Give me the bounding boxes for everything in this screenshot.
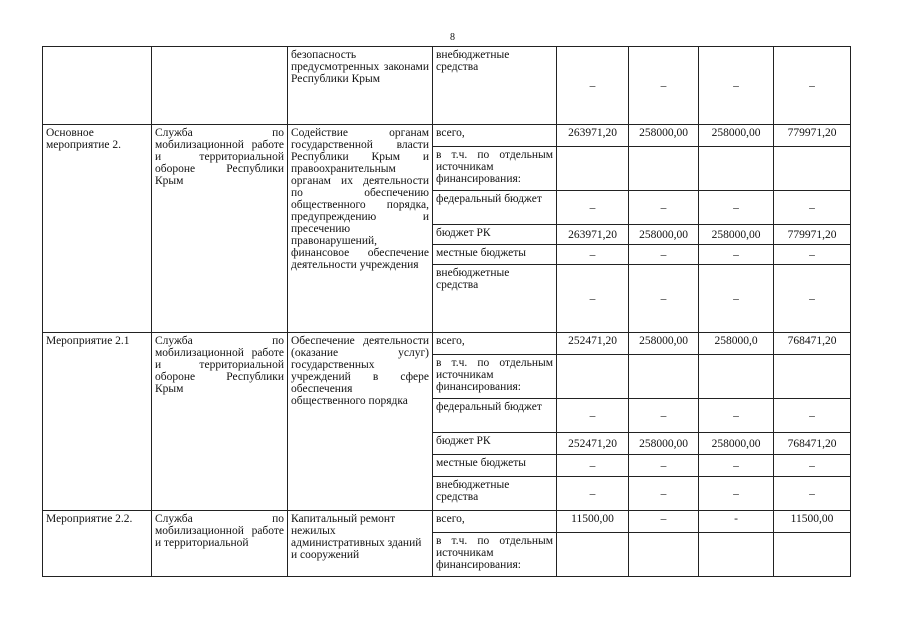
- value-cell: 11500,00: [557, 511, 629, 533]
- value-cell: [629, 533, 699, 577]
- value-cell: –: [774, 245, 851, 265]
- value-cell: [699, 355, 774, 399]
- value-cell: –: [557, 455, 629, 477]
- funding-source-cell: внебюджетные средства: [433, 47, 557, 125]
- value-cell: [557, 355, 629, 399]
- value-cell: 768471,20: [774, 433, 851, 455]
- value-cell: –: [774, 191, 851, 225]
- value-cell: [557, 147, 629, 191]
- value-cell: [774, 355, 851, 399]
- table-row: [43, 333, 851, 355]
- executor-cell: Служба по мобилизационной работе и территориальной обороне Республики Крым: [152, 333, 288, 511]
- funding-source-cell: внебюджетные средства: [433, 477, 557, 511]
- funding-source-cell: бюджет РК: [433, 225, 557, 245]
- value-cell: 258000,00: [629, 225, 699, 245]
- value-cell: –: [774, 477, 851, 511]
- value-cell: [774, 147, 851, 191]
- table-row: [43, 47, 851, 125]
- funding-source-cell: бюджет РК: [433, 433, 557, 455]
- value-cell: –: [774, 265, 851, 333]
- value-cell: –: [774, 399, 851, 433]
- table-row: [43, 125, 851, 147]
- page-number: 8: [450, 32, 455, 43]
- value-cell: –: [629, 455, 699, 477]
- budget-table: [42, 46, 851, 577]
- funding-source-cell: федеральный бюджет: [433, 191, 557, 225]
- value-cell: –: [629, 265, 699, 333]
- value-cell: –: [699, 265, 774, 333]
- value-cell: [699, 147, 774, 191]
- funding-source-cell: местные бюджеты: [433, 245, 557, 265]
- funding-source-cell: федеральный бюджет: [433, 399, 557, 433]
- value-cell: –: [699, 191, 774, 225]
- value-cell: 258000,00: [699, 125, 774, 147]
- value-cell: –: [557, 399, 629, 433]
- value-cell: –: [629, 191, 699, 225]
- value-cell: [629, 147, 699, 191]
- funding-source-cell: в т.ч. по отдельным источникам финансирования:: [433, 533, 557, 577]
- description-cell: безопасность предусмотренных законами Республики Крым: [288, 47, 433, 125]
- value-cell: 258000,00: [699, 225, 774, 245]
- value-cell: –: [557, 265, 629, 333]
- value-cell: 779971,20: [774, 225, 851, 245]
- value-cell: 768471,20: [774, 333, 851, 355]
- funding-source-cell: всего,: [433, 511, 557, 533]
- value-cell: 258000,0: [699, 333, 774, 355]
- value-cell: –: [629, 47, 699, 125]
- funding-source-cell: всего,: [433, 333, 557, 355]
- value-cell: 263971,20: [557, 125, 629, 147]
- value-cell: –: [557, 47, 629, 125]
- value-cell: 252471,20: [557, 333, 629, 355]
- table-row: [43, 511, 851, 533]
- event-cell: Основное мероприятие 2.: [43, 125, 152, 333]
- funding-source-cell: внебюджетные средства: [433, 265, 557, 333]
- description-cell: Обеспечение деятельности (оказание услуг) государственных учреждений в сфере обеспечения общественного порядка: [288, 333, 433, 511]
- value-cell: –: [774, 47, 851, 125]
- value-cell: –: [629, 477, 699, 511]
- description-cell: Капитальный ремонт нежилых административных зданий и сооружений: [288, 511, 433, 577]
- value-cell: 258000,00: [629, 333, 699, 355]
- funding-source-cell: всего,: [433, 125, 557, 147]
- value-cell: -: [699, 511, 774, 533]
- value-cell: –: [699, 455, 774, 477]
- executor-cell: Служба по мобилизационной работе и территориальной обороне Республики Крым: [152, 125, 288, 333]
- value-cell: [774, 533, 851, 577]
- description-cell: Содействие органам государственной власти Республики Крым и правоохранительным органам их деятельности по обеспечению общественного порядка, предупреждению и пресечению правонарушений, финансовое обеспечение деятельности учреждения: [288, 125, 433, 333]
- value-cell: 779971,20: [774, 125, 851, 147]
- executor-cell: Служба по мобилизационной работе и территориальной: [152, 511, 288, 577]
- funding-source-cell: в т.ч. по отдельным источникам финансирования:: [433, 355, 557, 399]
- event-cell: Мероприятие 2.1: [43, 333, 152, 511]
- value-cell: 258000,00: [629, 433, 699, 455]
- value-cell: –: [557, 191, 629, 225]
- value-cell: –: [557, 245, 629, 265]
- funding-source-cell: в т.ч. по отдельным источникам финансирования:: [433, 147, 557, 191]
- funding-source-cell: местные бюджеты: [433, 455, 557, 477]
- value-cell: 11500,00: [774, 511, 851, 533]
- value-cell: [557, 533, 629, 577]
- value-cell: –: [699, 477, 774, 511]
- value-cell: –: [699, 47, 774, 125]
- value-cell: –: [629, 511, 699, 533]
- value-cell: [629, 355, 699, 399]
- value-cell: 258000,00: [699, 433, 774, 455]
- value-cell: –: [699, 245, 774, 265]
- value-cell: 263971,20: [557, 225, 629, 245]
- event-cell: [43, 47, 152, 125]
- value-cell: –: [774, 455, 851, 477]
- value-cell: –: [699, 399, 774, 433]
- executor-cell: [152, 47, 288, 125]
- value-cell: –: [629, 245, 699, 265]
- value-cell: –: [629, 399, 699, 433]
- event-cell: Мероприятие 2.2.: [43, 511, 152, 577]
- value-cell: 258000,00: [629, 125, 699, 147]
- value-cell: [699, 533, 774, 577]
- value-cell: 252471,20: [557, 433, 629, 455]
- value-cell: –: [557, 477, 629, 511]
